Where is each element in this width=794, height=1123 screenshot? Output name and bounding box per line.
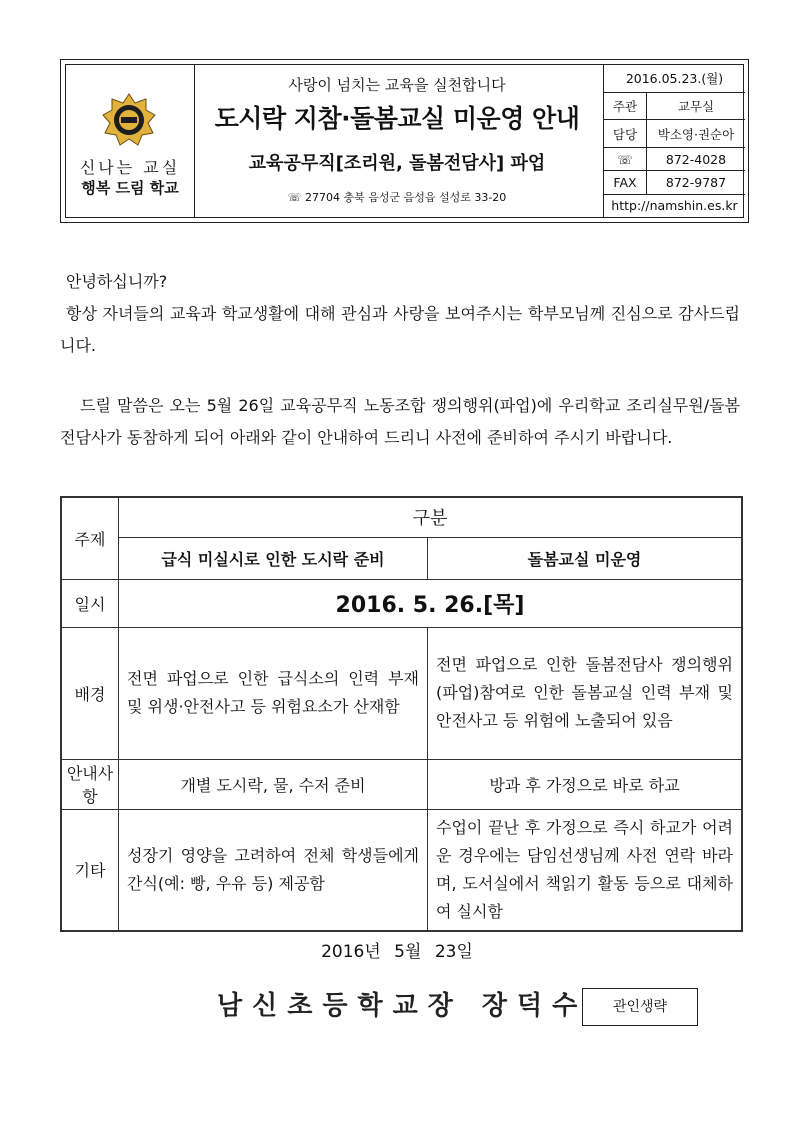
intro-paragraph: 항상 자녀들의 교육과 학교생활에 대해 관심과 사랑을 보여주시는 학부모님께 진심으로 감사드립니다. [60, 304, 740, 355]
school-slogan-line1: 신나는 교실 [79, 158, 181, 177]
info-row [604, 148, 745, 171]
guide-care-class: 방과 후 가정으로 바로 하교 [428, 759, 743, 809]
info-value: 박소영·권순아 [647, 120, 746, 148]
school-address: ☏ 27704 충북 음성군 음성읍 설성로 33-20 [287, 191, 507, 204]
care-class-column-header: 돌봄교실 미운영 [428, 537, 743, 579]
background-care-class: 전면 파업으로 인한 돌봄전담사 쟁의행위(파업)참여로 인한 돌봄교실 인력 부재 및 안전사고 등 위험에 노출되어 있음 [428, 627, 743, 759]
school-website-link[interactable]: http://namshin.es.kr [604, 194, 745, 217]
info-value: 교무실 [647, 92, 746, 120]
etc-lunchbox: 성장기 영양을 고려하여 전체 학생들에게 간식(예: 빵, 우유 등) 제공함 [119, 809, 428, 931]
letterhead-inner [65, 64, 744, 218]
info-label: 주관 [604, 92, 647, 120]
background-label: 배경 [61, 627, 119, 759]
notice-table [60, 496, 743, 932]
document-title: 도시락 지참·돌봄교실 미운영 안내 [214, 104, 580, 133]
document-date: 2016년 5월 23일 [321, 942, 473, 962]
letterhead [60, 59, 749, 223]
school-emblem-icon [102, 93, 156, 147]
subject-label: 주제 [61, 497, 119, 579]
greeting: 안녕하십니까? [66, 272, 168, 291]
document-subtitle: 교육공무직[조리원, 돌봄전담사] 파업 [248, 153, 546, 174]
school-slogan-line2: 행복 드림 학교 [81, 179, 179, 197]
background-lunchbox: 전면 파업으로 인한 급식소의 인력 부재 및 위생·안전사고 등 위험요소가 산재함 [119, 627, 428, 759]
guide-lunchbox: 개별 도시락, 물, 수저 준비 [119, 759, 428, 809]
info-value: 872-9787 [647, 171, 746, 194]
info-row [604, 120, 745, 148]
date-label: 일시 [61, 579, 119, 627]
category-header: 구분 [119, 497, 743, 537]
phone-icon: ☏ [604, 148, 647, 171]
etc-care-class: 수업이 끝난 후 가정으로 즉시 하교가 어려운 경우에는 담임선생님께 사전 연락 바라며, 도서실에서 책읽기 활동 등으로 대체하여 실시함 [428, 809, 743, 931]
school-logo-cell [66, 65, 195, 217]
info-value: 872-4028 [647, 148, 746, 171]
document-info-table [604, 65, 745, 217]
lunchbox-column-header: 급식 미실시로 인한 도시락 준비 [119, 537, 428, 579]
principal-signature: 남신초등학교장 장덕수 [217, 991, 588, 1021]
info-row [604, 171, 745, 194]
strike-date: 2016. 5. 26.[목] [119, 579, 743, 627]
school-motto: 사랑이 넘치는 교육을 실천합니다 [288, 76, 506, 94]
guide-label: 안내사항 [61, 759, 119, 809]
official-seal-omitted: 관인생략 [582, 988, 698, 1026]
issue-date: 2016.05.23.(월) [604, 65, 745, 92]
info-label: FAX [604, 171, 647, 194]
etc-label: 기타 [61, 809, 119, 931]
info-row [604, 92, 745, 120]
notice-paragraph: 드릴 말씀은 오는 5월 26일 교육공무직 노동조합 쟁의행위(파업)에 우리학교 조리실무원/돌봄전담사가 동참하게 되어 아래와 같이 안내하여 드리니 사전에 준비하여 주시기 바랍니다. [60, 396, 740, 447]
info-label: 담당 [604, 120, 647, 148]
letterhead-center [195, 65, 599, 217]
document-info-panel [603, 65, 745, 217]
